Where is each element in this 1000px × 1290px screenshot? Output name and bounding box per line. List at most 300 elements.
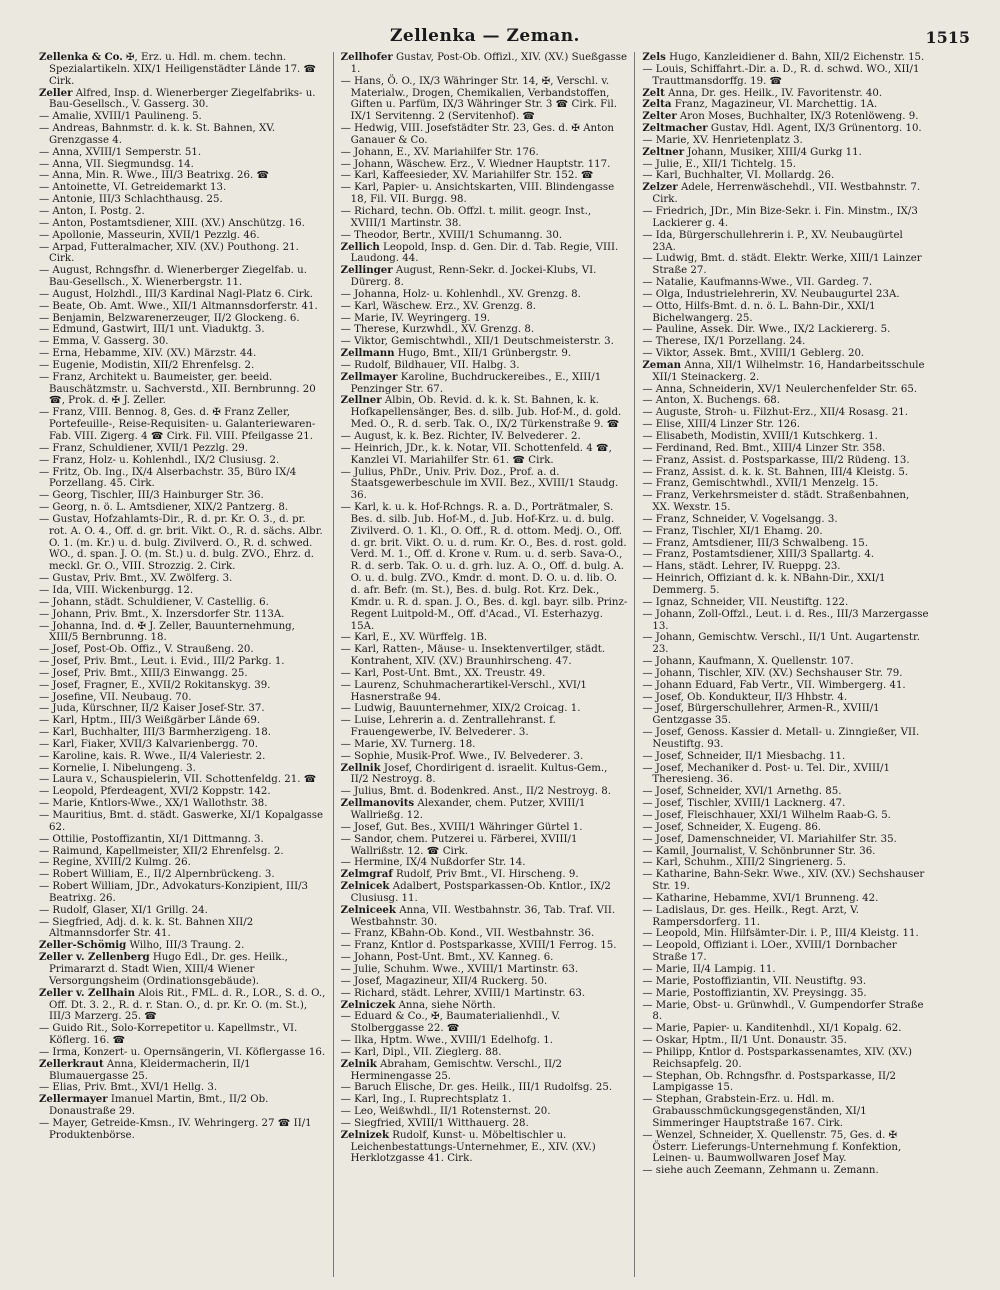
entry-text: — Johann, Kaufmann, X. Quellenstr. 107. <box>642 656 854 668</box>
directory-entry <box>39 372 326 408</box>
entry-surname: Zelzer <box>642 181 678 194</box>
directory-entry <box>341 632 628 644</box>
directory-entry <box>642 869 929 893</box>
entry-text: — Sophie, Musik-Prof. Wwe., IV. Belvederег. 3. <box>340 750 584 762</box>
directory-entry <box>642 822 929 834</box>
entry-text: — Antoinette, VI. Getreidemarkt 13. <box>39 182 227 194</box>
entry-text: — Josef, Damenschneider, VI. Mariahilfer Str. 35. <box>642 833 897 845</box>
directory-entry <box>642 431 929 443</box>
entry-text: — Karoline, kais. R. Wwe., II/4 Valeriestr. 2. <box>39 750 266 762</box>
directory-entry <box>341 964 628 976</box>
directory-entry <box>39 147 326 159</box>
entry-surname: Zelniceek <box>340 903 396 916</box>
directory-entry <box>642 786 929 798</box>
directory-entry <box>642 277 929 289</box>
entry-text: — Ida, Bürgerschullehrerin i. P., XV. Neubaugürtel 23A. <box>642 229 903 253</box>
entry-text: — Ferdinand, Red. Bmt., XIII/4 Linzer Str. 358. <box>642 442 886 454</box>
directory-entry <box>642 573 929 597</box>
running-title: Zellenka — Zeman. <box>390 26 580 46</box>
entry-text: — Josef, Priv. Bmt., Leut. i. Evid., III/2 Parkg. 1. <box>39 656 285 668</box>
directory-entry <box>341 182 628 206</box>
directory-entry <box>39 644 326 656</box>
directory-entry <box>642 727 929 751</box>
directory-entry <box>341 52 628 76</box>
directory-entry <box>39 313 326 325</box>
directory-entry <box>642 905 929 929</box>
entry-text: Anna, Kleidermacherin, II/1 Blumauergasse 25. <box>49 1058 251 1082</box>
entry-text: — Johanna, Ind. d. ✠ J. Zeller, Bauunternehmung, XIII/5 Bernbrunng. 18. <box>39 620 295 644</box>
entry-text: — Irma, Konzert- u. Opernsängerin, VI. Köflergasse 16. <box>39 1046 326 1058</box>
directory-entry <box>341 301 628 313</box>
entry-text: — Hans, Ö. O., IX/3 Währinger Str. 14, ✠, Verschl. v. Materialw., Drogen, Chemikalien, Verbandstoffen, Giften u. Parfüm, IX/3 Währinger Str. 3 ☎ Cirk. Fil. IX/1 Servitenng. 2 (Servitenhof). ☎ <box>340 75 617 123</box>
directory-entry <box>642 147 929 159</box>
entry-text: Johann, Musiker, XIII/4 Gurkg 11. <box>684 146 862 158</box>
directory-entry <box>341 928 628 940</box>
directory-entry <box>39 585 326 597</box>
entry-text: Anna, siehe Nörth. <box>395 999 496 1011</box>
directory-entry <box>642 561 929 573</box>
entry-text: — Eduard & Co., ✠, Baumaterialienhdl., V. Stolberggasse 22. ☎ <box>340 1011 561 1035</box>
directory-entry <box>341 834 628 858</box>
directory-entry <box>642 526 929 538</box>
directory-entry <box>642 324 929 336</box>
entry-surname: Zellmayer <box>340 370 398 383</box>
entry-text: — Karl, Buchhalter, VI. Mollardg. 26. <box>642 170 835 182</box>
entry-text: — Karl, Buchhalter, III/3 Barmherzigeng. 18. <box>39 727 271 739</box>
directory-entry <box>642 443 929 455</box>
directory-entry <box>642 692 929 704</box>
entry-text: — Louis, Schiffahrt.-Dir. a. D., R. d. schwd. WO., XII/1 Trauttmansdorffg. 19. ☎ <box>642 63 920 87</box>
entry-text: — Ida, VIII. Wickenburgg. 12. <box>39 584 194 596</box>
entry-text: Anna, VII. Westbahnstr. 36, Tab. Traf. VII. Westbahnstr. 30. <box>350 904 616 928</box>
entry-text: — Auguste, Stroh- u. Filzhut-Erz., XII/4 Rosasg. 21. <box>642 407 908 419</box>
entry-text: — Laura v., Schauspielerin, VII. Schottenfeldg. 21. ☎ <box>39 774 317 786</box>
entry-surname: Zeller v. Zellenberg <box>39 951 150 964</box>
entry-text: — Ilka, Hptm. Wwe., XVIII/1 Edelhofg. 1. <box>340 1035 553 1047</box>
directory-entry <box>341 1106 628 1118</box>
entry-surname: Zelmgraf <box>340 868 393 881</box>
entry-text: — Leo, Weißwhdl., II/1 Rotensternst. 20. <box>340 1106 551 1118</box>
entry-text: — Anton, I. Postg. 2. <box>39 205 145 217</box>
entry-text: Rudolf, Priv Bmt., VI. Hirscheng. 9. <box>392 869 579 881</box>
directory-entry <box>39 455 326 467</box>
directory-entry <box>39 52 326 88</box>
directory-entry <box>39 597 326 609</box>
entry-text: — Karl, Schuhm., XIII/2 Singrienerg. 5. <box>642 857 846 869</box>
directory-entry <box>39 751 326 763</box>
directory-entry <box>341 431 628 443</box>
entry-text: — Josef, Schneider, X. Eugeng. 86. <box>642 821 822 833</box>
entry-surname: Zelter <box>642 110 677 123</box>
entry-text: Gustav, Hdl. Agent, IX/3 Grünentorg. 10. <box>707 123 922 135</box>
directory-entry <box>341 242 628 266</box>
directory-entry <box>341 289 628 301</box>
directory-entry <box>341 1094 628 1106</box>
entry-text: — Ludwig, Bmt. d. städt. Elektr. Werke, XIII/1 Lainzer Straße 27. <box>642 253 922 277</box>
directory-entry <box>642 467 929 479</box>
entry-text: ✠, Erz. u. Hdl. m. chem. techn. Spezialartikeln. XIX/1 Heiligenstädter Lände 17. ☎ Cirk. <box>49 52 317 87</box>
directory-entry <box>642 597 929 609</box>
entry-text: — Benjamin, Belzwarenerzeuger, II/2 Glockeng. 6. <box>39 312 300 324</box>
entry-text: — Josef, Tischler, XVIII/1 Lacknerg. 47. <box>642 798 846 810</box>
directory-entry <box>341 668 628 680</box>
directory-entry <box>642 52 929 64</box>
entry-surname: Zelnicek <box>340 880 390 893</box>
directory-entry <box>642 170 929 182</box>
directory-entry <box>39 739 326 751</box>
entry-text: Alexander, chem. Putzer, XVIII/1 Wallrießg. 12. <box>350 798 586 821</box>
directory-entry <box>39 798 326 810</box>
directory-entry <box>39 1118 326 1142</box>
entry-text: — Karl, Wäschew. Erz., XV. Grenzg. 8. <box>340 300 536 312</box>
entry-text: — Julius, Bmt. d. Bodenkred. Anst., II/2 Nestroyg. 8. <box>340 786 611 798</box>
entry-text: — Josef, Fragner, E., XVII/2 Rokitanskyg. 39. <box>39 679 271 691</box>
directory-entry <box>642 680 929 692</box>
directory-entry <box>39 265 326 289</box>
entry-text: — Johann, E., XV. Mariahilfer Str. 176. <box>340 146 539 158</box>
directory-entry <box>341 751 628 763</box>
column-3 <box>634 52 936 1277</box>
entry-text: — Katharine, Hebamme, XVI/1 Brunneng. 42. <box>642 892 879 904</box>
directory-entry <box>642 1094 929 1130</box>
directory-entry <box>341 1130 628 1166</box>
directory-entry <box>642 1071 929 1095</box>
entry-text: — Franz, KBahn-Ob. Kond., VII. Westbahnstr. 36. <box>340 928 595 940</box>
entry-text: — Theodor, Bertr., XVIII/1 Schumanng. 30. <box>340 229 563 241</box>
directory-entry <box>39 159 326 171</box>
entry-text: — Ludwig, Bauunternehmer, XIX/2 Croicag. 1. <box>340 703 581 715</box>
directory-entry <box>39 123 326 147</box>
entry-text: — Heinrich, JDr., k. k. Notar, VII. Schottenfeld. 4 ☎, Kanzlei VI. Mariahilfer Str. 61. ☎ Cirk. <box>340 442 612 466</box>
entry-text: — Karl, Kaffeesieder, XV. Mariahilfer Str. 152. ☎ <box>340 170 594 182</box>
entry-text: — Franz, Holz- u. Kohlenhdl., IX/2 Clusiusg. 2. <box>39 454 280 466</box>
entry-text: — Franz, Postamtsdiener, XIII/3 Spallartg. 4. <box>642 549 875 561</box>
directory-entry <box>642 549 929 561</box>
entry-text: — Johanna, Holz- u. Kohlenhdl., XV. Grenzg. 8. <box>340 288 581 300</box>
directory-entry <box>642 940 929 964</box>
directory-entry <box>642 1047 929 1071</box>
entry-text: — Viktor, Assek. Bmt., XVIII/1 Geblerg. 20. <box>642 348 865 360</box>
directory-entry <box>642 1000 929 1024</box>
directory-entry <box>642 964 929 976</box>
entry-surname: Zellner <box>340 394 382 407</box>
entry-text: — Heinrich, Offiziant d. k. k. NBahn-Dir., XXI/1 Demmerg. 5. <box>642 573 886 596</box>
directory-entry <box>39 810 326 834</box>
entry-surname: Zellermayer <box>39 1093 108 1106</box>
directory-entry <box>39 230 326 242</box>
directory-entry <box>642 289 929 301</box>
entry-text: Anna, XII/1 Wilhelmstr. 16, Handarbeitsschule XII/1 Steinackerg. 2. <box>652 359 925 383</box>
directory-entry <box>39 703 326 715</box>
directory-entry <box>341 1082 628 1094</box>
directory-entry <box>39 834 326 846</box>
directory-entry <box>642 455 929 467</box>
directory-entry <box>39 514 326 573</box>
directory-entry <box>39 786 326 798</box>
entry-text: — Karl, k. u. k. Hof-Rchngs. R. a. D., Porträtmaler, S. Bes. d. silb. Jub. Hof-M., d. Jub. Hof-Krz. u. d. bulg. Zivilverd. O. 1. Kl., O. Off., R. d. ottom. Medj. O., Off. d. gr. brit. Vikt. O. u. d. rum. Kr. O., Bes. d. rost. gold. Verd. M. 1., Off. d. Krone v. Rum. u. d. serb. Sava-O., R. d. serb. Tak. O. u. d. grh. luz. A. O., Off. d. bulg. A. O. u. d. bulg. ZVO., Kmdr. d. mont. D. O. u. d. lib. O. d. afr. Befr. (m. St.), Bes. d. bulg. Rot. Krz. Dek., Kmdr. u. R. d. span. J. O., Bes. d. kgl. bayr. silb. Prinz-Regent Luitpold-M., Off. d'Acad., VI. Esterhazyg. 15A. <box>340 502 628 632</box>
entry-text: — Anna, VII. Siegmundsg. 14. <box>39 158 194 170</box>
entry-text: — Antonie, III/3 Schlachthausg. 25. <box>39 194 223 206</box>
entry-text: Hugo Edl., Dr. ges. Heilk., Primararzt d. Stadt Wien, XIII/4 Wiener Versorgungsheim (Ordinationsgebäude). <box>49 952 288 987</box>
entry-text: — Oskar, Hptm., II/1 Unt. Donaustr. 35. <box>642 1035 847 1047</box>
entry-text: — Luise, Lehrerin a. d. Zentrallehranst. f. Frauengewerbe, IV. Belvederег. 3. <box>340 715 556 739</box>
entry-text: — Franz, Schneider, V. Vogelsangg. 3. <box>642 513 838 525</box>
entry-text: — Marie, II/4 Lampig. 11. <box>642 963 776 975</box>
directory-entry <box>341 170 628 182</box>
entry-text: — Marie, XV. Turnerg. 18. <box>340 738 476 750</box>
entry-text: — Wenzel, Schneider, X. Quellenstr. 75, Ges. d. ✠ Österr. Lieferungs-Unternehmung f. Konfektion, Leinen- u. Baumwollwaren Josef May. <box>642 1129 902 1165</box>
entry-text: — Pauline, Assek. Dir. Wwe., IX/2 Lackiererg. 5. <box>642 324 891 336</box>
entry-text: — Beate, Ob. Amt. Wwe., XII/1 Altmannsdorferstr. 41. <box>39 300 318 312</box>
entry-text: — Johann, Wäschew. Erz., V. Wiedner Hauptstr. 117. <box>340 158 611 170</box>
entry-surname: Zelnik <box>340 1057 377 1070</box>
directory-entry <box>642 538 929 550</box>
directory-entry <box>642 360 929 384</box>
directory-entry <box>341 147 628 159</box>
directory-entry <box>39 609 326 621</box>
directory-entry <box>39 857 326 869</box>
entry-text: — Stephan, Grabstein-Erz. u. Hdl. m. Grabausschmückungsgegenständen, XI/1 Simmeringer Hauptstraße 167. Cirk. <box>642 1094 867 1129</box>
directory-entry <box>39 917 326 941</box>
entry-text: — Elise, XIII/4 Linzer Str. 126. <box>642 419 801 431</box>
entry-text: — Josef, Bürgerschullehrer, Armen-R., XVIII/1 Gentzgasse 35. <box>642 703 880 727</box>
directory-entry <box>642 253 929 277</box>
entry-text: Abraham, Gemischtw. Verschl., II/2 Herminengasse 25. <box>350 1058 563 1082</box>
entry-text: — Franz, Tischler, XI/1 Ehamg. 20. <box>642 525 823 537</box>
directory-entry <box>642 478 929 490</box>
directory-entry <box>341 76 628 123</box>
directory-entry <box>642 135 929 147</box>
directory-entry <box>341 952 628 964</box>
entry-text: — Amalie, XVIII/1 Paulineng. 5. <box>39 111 202 123</box>
entry-text: — Josef, Genoss. Kassier d. Metall- u. Zinngießer, VII. Neustiftg. 93. <box>642 727 920 750</box>
directory-entry <box>642 514 929 526</box>
directory-entry <box>642 159 929 171</box>
directory-entry <box>341 715 628 739</box>
entry-text: — Johann, Priv. Bmt., X. Inzersdorfer Str. 113A. <box>39 608 285 620</box>
entry-text: — Siegfried, Adj. d. k. k. St. Bahnen XII/2 Altmannsdorfer Str. 41. <box>39 916 254 940</box>
entry-text: — Marie, Obst- u. Grünwhdl., V. Gumpendorfer Straße 8. <box>642 999 924 1023</box>
directory-entry <box>642 798 929 810</box>
entry-surname: Zellmann <box>340 347 395 360</box>
directory-entry <box>642 1023 929 1035</box>
entry-text: Josef, Chordirigent d. israelit. Kultus-Gem., II/2 Nestroyg. 8. <box>350 762 608 786</box>
entry-text: — Johann, Zoll-Offzl., Leut. i. d. Res., III/3 Marzergasse 13. <box>642 608 929 632</box>
entry-text: — Hedwig, VIII. Josefstädter Str. 23, Ges. d. ✠ Anton Ganauer & Co. <box>340 123 614 146</box>
directory-entry <box>39 952 326 988</box>
entry-surname: Zels <box>642 52 666 63</box>
directory-entry <box>642 384 929 396</box>
entry-text: — Julie, Schuhm. Wwe., XVIII/1 Martinstr. 63. <box>340 963 579 975</box>
directory-entry <box>341 265 628 289</box>
directory-entry <box>341 159 628 171</box>
directory-entry <box>39 490 326 502</box>
entry-text: — Anna, Min. R. Wwe., III/3 Beatrixg. 26. ☎ <box>39 170 270 182</box>
directory-entry <box>341 443 628 467</box>
directory-entry <box>39 182 326 194</box>
entry-surname: Zellmanovits <box>340 797 415 810</box>
directory-entry <box>642 846 929 858</box>
entry-surname: Zellerkraut <box>39 1057 104 1070</box>
entry-text: — Marie, Postoffiziantin, XV. Preysingg. 35. <box>642 987 867 999</box>
entry-text: — Rudolf, Bildhauer, VII. Halbg. 3. <box>340 359 520 371</box>
directory-entry <box>341 680 628 704</box>
directory-entry <box>39 680 326 692</box>
entry-text: — Robert William, E., II/2 Alpernbrückeng. 3. <box>39 869 275 881</box>
directory-entry <box>39 715 326 727</box>
directory-entry <box>642 632 929 656</box>
directory-entry <box>341 502 628 632</box>
directory-entry <box>642 88 929 100</box>
directory-entry <box>39 336 326 348</box>
entry-text: — Johann, Gemischtw. Verschl., II/1 Unt. Augartenstr. 23. <box>642 632 920 656</box>
entry-text: — Anton, X. Buchengs. 68. <box>642 395 781 407</box>
entry-text: — Franz, Gemischtwhdl., XVII/1 Menzelg. 15. <box>642 478 879 490</box>
directory-entry <box>642 810 929 822</box>
entry-text: — Julius, PhDr., Univ. Priv. Doz., Prof. a. d. Staatsgewerbeschule im XVII. Bez., XVIII/1 Staudg. 36. <box>340 466 619 502</box>
entry-text: — Franz, Schuldiener, XVII/1 Pezzlg. 29. <box>39 442 248 454</box>
entry-text: — Emma, V. Gasserg. 30. <box>39 336 169 348</box>
entry-text: — Karl, Ing., I. Ruprechtsplatz 1. <box>340 1094 512 1106</box>
directory-entry <box>39 301 326 313</box>
entry-text: — Elisabeth, Modistin, XVIII/1 Kutschkerg. 1. <box>642 431 878 442</box>
entry-text: — Eugenie, Modistin, XII/2 Ehrenfelsg. 2. <box>39 359 255 371</box>
entry-surname: Zellnik <box>340 761 381 774</box>
directory-entry <box>642 123 929 135</box>
entry-text: — Josef, Schneider, XVI/1 Arnethg. 85. <box>642 786 842 798</box>
entry-text: — Friedrich, JDr., Min Bize-Sekr. i. Fin. Minstm., IX/3 Lackierer g. 4. <box>642 205 918 229</box>
directory-entry <box>39 621 326 645</box>
directory-entry <box>341 644 628 668</box>
entry-text: — August, k. k. Bez. Richter, IV. Belvederег. 2. <box>340 431 581 442</box>
directory-entry <box>39 360 326 372</box>
entry-text: — Marie, Papier- u. Kanditenhdl., XI/1 Kopalg. 62. <box>642 1023 902 1035</box>
entry-text: Leopold, Insp. d. Gen. Dir. d. Tab. Regie, VIII. Laudong. 44. <box>350 241 619 265</box>
entry-surname: Zelniczek <box>340 998 396 1011</box>
entry-text: — Franz, Assist. d. k. k. St. Bahnen, III/4 Kleistg. 5. <box>642 466 909 478</box>
entry-surname: Zeltmacher <box>642 122 708 135</box>
entry-text: — Josef, Mechaniker d. Post- u. Tel. Dir., XVIII/1 Theresieng. 36. <box>642 762 890 786</box>
directory-entry <box>341 324 628 336</box>
entry-text: — Johann, Post-Unt. Bmt., XV. Kanneg. 6. <box>340 952 554 964</box>
directory-entry <box>642 1035 929 1047</box>
directory-entry <box>642 988 929 1000</box>
directory-entry <box>642 348 929 360</box>
entry-surname: Zeman <box>642 358 682 371</box>
entry-text: — Edmund, Gastwirt, III/1 unt. Viaduktg. 3. <box>39 324 265 336</box>
directory-entry <box>341 372 628 396</box>
directory-entry <box>341 348 628 360</box>
entry-surname: Zellhofer <box>340 52 393 63</box>
directory-entry <box>341 822 628 834</box>
directory-entry <box>341 940 628 952</box>
directory-entry <box>642 1130 929 1166</box>
entry-text: — Therese, IX/1 Porzellang. 24. <box>642 336 806 348</box>
entry-text: — Richard, städt. Lehrer, XVIII/1 Martinstr. 63. <box>340 987 586 999</box>
entry-text: — Laurenz, Schuhmacherartikel-Verschl., XVI/1 Hasnerstraße 94. <box>340 679 587 703</box>
entry-text: — Baruch Elische, Dr. ges. Heilk., III/1 Rudolfsg. 25. <box>340 1082 613 1094</box>
entry-text: — Johann Eduard, Fab Vertr., VII. Wimbergerg. 41. <box>642 679 906 691</box>
page-header <box>30 26 970 50</box>
entry-text: — Philipp, Kntlor d. Postsparkassenamtes, XIV. (XV.) Reichsapfelg. 20. <box>642 1046 913 1070</box>
directory-entry <box>39 170 326 182</box>
entry-text: — Elias, Priv. Bmt., XVI/1 Hellg. 3. <box>39 1082 218 1094</box>
entry-text: — Marie, IV. Weyringerg. 19. <box>340 312 491 324</box>
entry-text: Anna, Dr. ges. Heilk., IV. Favoritenstr. 40. <box>664 87 883 99</box>
directory-entry <box>341 703 628 715</box>
entry-text: Hugo, Kanzleidiener d. Bahn, XII/2 Eichenstr. 15. <box>665 52 925 63</box>
directory-entry <box>39 869 326 881</box>
entry-text: — Natalie, Kaufmanns-Wwe., VII. Gardeg. 7. <box>642 277 873 289</box>
entry-text: — August, Rchngsfhr. d. Wienerberger Ziegelfab. u. Bau-Gesellsch., X. Wienerbergstr. 11. <box>39 265 307 289</box>
entry-text: — Therese, Kurzwhdl., XV. Grenzg. 8. <box>340 324 535 336</box>
entry-surname: Zeltner <box>642 145 685 158</box>
entry-text: — Leopold, Pferdeagent, XVI/2 Koppstr. 142. <box>39 786 271 798</box>
entry-text: — Ottilie, Postoffizantin, XI/1 Dittmanng. 3. <box>39 833 264 845</box>
entry-text: — Siegfried, XVIII/1 Witthauerg. 28. <box>340 1117 529 1129</box>
entry-text: — August, Holzhdl., III/3 Kardinal Nagl-Platz 6. Cirk. <box>39 288 314 300</box>
entry-surname: Zellenka & Co. <box>39 52 123 63</box>
entry-text: — Franz, Assist. d. Postsparkasse, III/2 Rüdeng. 13. <box>642 454 910 466</box>
entry-text: Franz, Magazineur, VI. Marchettig. 1A. <box>671 99 878 111</box>
entry-text: — Marie, XV. Henrietenplatz 3. <box>642 134 803 146</box>
entry-text: — Anton, Postamtsdiener, XIII. (XV.) Anschützg. 16. <box>39 217 305 229</box>
directory-entry <box>39 1094 326 1118</box>
directory-entry <box>39 763 326 775</box>
entry-text: — siehe auch Zeemann, Zehmann u. Zemann. <box>642 1165 879 1177</box>
directory-entry <box>39 692 326 704</box>
entry-text: — Georg, n. ö. L. Amtsdiener, XIX/2 Pantzerg. 8. <box>39 502 289 514</box>
directory-entry <box>341 206 628 230</box>
entry-text: — Robert William, JDr., Advokaturs-Konzipient, III/3 Beatrixg. 26. <box>39 881 309 904</box>
entry-text: — Julie, E., XII/1 Tichtelg. 15. <box>642 158 796 170</box>
entry-text: — Viktor, Gemischtwhdl., XII/1 Deutschmeisterstr. 3. <box>340 336 614 348</box>
entry-text: — Josef, Gut. Bes., XVIII/1 Währinger Gürtel 1. <box>340 821 583 833</box>
directory-entry <box>39 988 326 1024</box>
entry-text: — Marie, Kntlors-Wwe., XX/1 Wallothstr. 38. <box>39 798 268 810</box>
directory-entry <box>39 348 326 360</box>
entry-text: — Sandor, chem. Putzerei u. Färberei, XVIII/1 Wallrißstr. 12. ☎ Cirk. <box>340 833 578 857</box>
entry-surname: Zeller <box>39 86 73 99</box>
entry-text: — Johann, Tischler, XIV. (XV.) Sechshauser Str. 79. <box>642 667 903 679</box>
directory-entry <box>642 407 929 419</box>
entry-surname: Zellinger <box>340 264 393 277</box>
directory-entry <box>642 763 929 787</box>
directory-entry <box>39 656 326 668</box>
directory-entry <box>642 976 929 988</box>
directory-entry <box>642 751 929 763</box>
entry-surname: Zeller v. Zellhain <box>39 986 135 999</box>
entry-text: — Josef, Ob. Kondukteur, II/3 Hhbstr. 4. <box>642 691 848 703</box>
directory-entry <box>642 703 929 727</box>
entry-text: — Josef, Schneider, II/1 Miesbachg. 11. <box>642 750 846 762</box>
entry-text: Gustav, Post-Ob. Offizl., XIV. (XV.) Sueßgasse 1. <box>350 52 628 75</box>
directory-entry <box>39 443 326 455</box>
entry-text: — Karl, Fiaker, XVII/3 Kalvarienbergg. 70. <box>39 738 258 750</box>
directory-entry <box>642 857 929 869</box>
entry-text: — Richard, techn. Ob. Offzl. t. milit. geogr. Inst., XVIII/1 Martinstr. 38. <box>340 205 592 229</box>
directory-entry <box>39 206 326 218</box>
directory-entry <box>642 928 929 940</box>
directory-entry <box>39 407 326 443</box>
entry-surname: Zellich <box>340 240 380 253</box>
columns-container <box>32 52 936 1277</box>
entry-text: — Olga, Industrielehrerin, XV. Neubaugurtel 23A. <box>642 288 900 300</box>
directory-entry <box>39 881 326 905</box>
entry-text: — Kamil, Journalist, V. Schönbrunner Str. 36. <box>642 845 876 857</box>
entry-text: — Franz, Architekt u. Baumeister, ger. beeid. Bauschätzmstr. u. Sachverstd., XII. Bernbrunng. 20 ☎, Prok. d. ✠ J. Zeller. <box>39 371 316 407</box>
entry-text: — Karl, Post-Unt. Bmt., XX. Treustr. 49. <box>340 667 546 679</box>
